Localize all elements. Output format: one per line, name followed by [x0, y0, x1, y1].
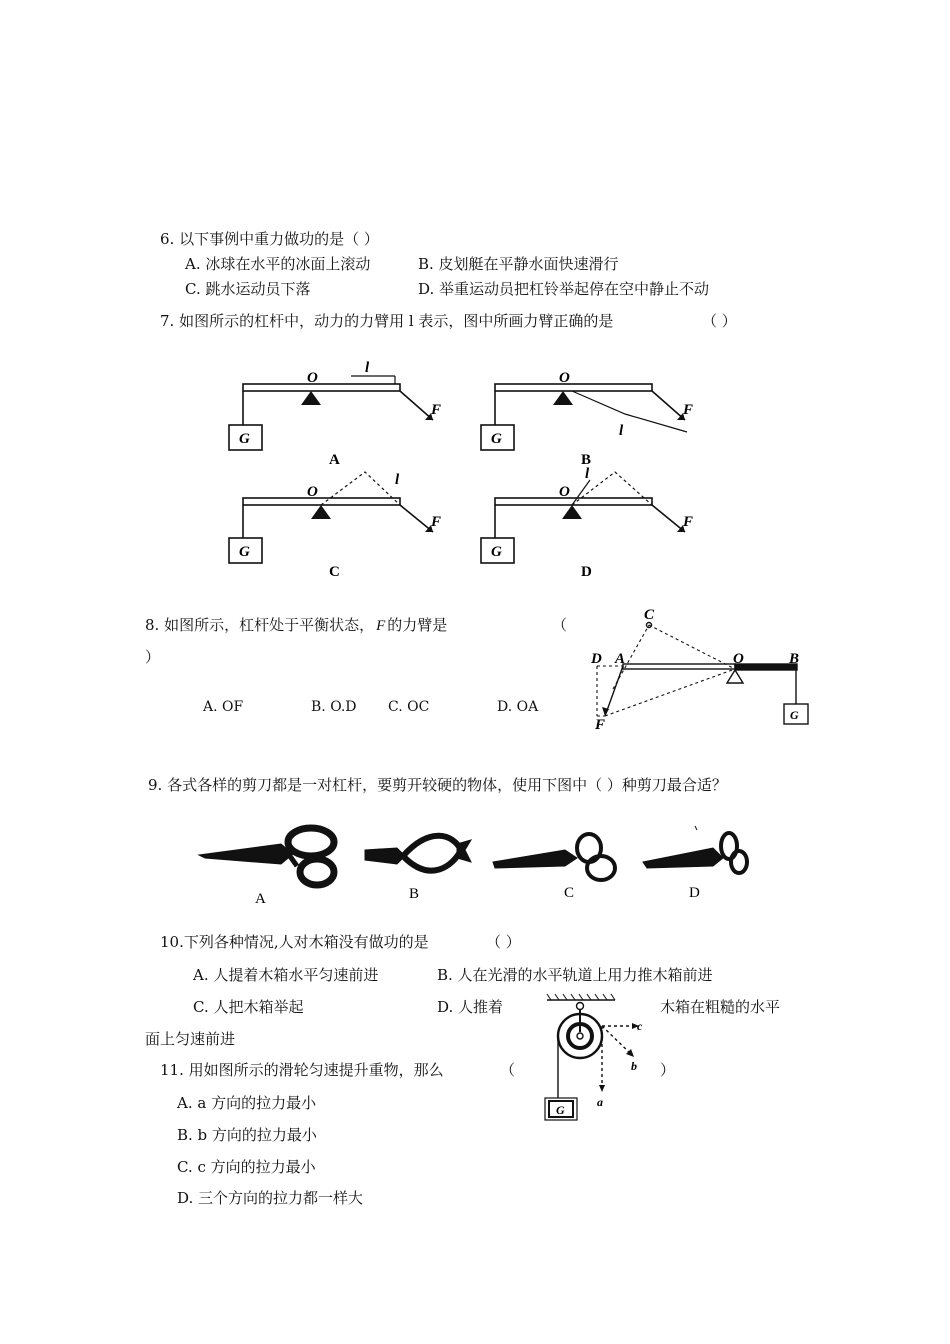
q9-label-d: D	[689, 885, 700, 901]
q7-caption-b: B	[581, 452, 592, 468]
q7-label-l-c: l	[395, 472, 400, 488]
q11-label-g: G	[556, 1103, 565, 1117]
q11-label-c: c	[637, 1019, 643, 1033]
q8-label-o: O	[733, 651, 744, 667]
q7-bracket: （ ）	[702, 312, 737, 330]
q11-pulley-figure	[535, 992, 645, 1128]
q7-label-f-a: F	[431, 402, 442, 418]
scissors-b-icon	[365, 836, 471, 871]
scissors-d-icon	[643, 826, 747, 873]
q10-stem: 10.下列各种情况,人对木箱没有做功的是	[160, 933, 429, 951]
q8-label-g: G	[790, 708, 799, 722]
q10-option-b: B. 人在光滑的水平轨道上用力推木箱前进	[437, 966, 713, 984]
q6-stem: 6. 以下事例中重力做功的是（ ）	[160, 230, 379, 248]
q6-option-b: B. 皮划艇在平静水面快速滑行	[418, 255, 619, 273]
q7-label-f-d: F	[683, 514, 694, 530]
q7-label-f-c: F	[431, 514, 442, 530]
q7-label-l-d: l	[585, 466, 590, 482]
q7-label-o-d: O	[559, 484, 570, 500]
q8-stem-text2: 的力臂是	[387, 616, 448, 634]
q8-label-b: B	[789, 651, 800, 667]
q7-label-o-b: O	[559, 370, 570, 386]
q9-label-b: B	[409, 886, 420, 902]
q8-label-c: C	[644, 607, 655, 623]
q7-caption-c: C	[329, 564, 340, 580]
q8-option-b: B. O.D	[311, 699, 357, 715]
q10-option-a: A. 人提着木箱水平匀速前进	[193, 966, 379, 984]
q7-label-o-a: O	[307, 370, 318, 386]
q11-label-b: b	[631, 1059, 637, 1073]
q6-option-c: C. 跳水运动员下落	[185, 280, 311, 298]
q8-lever-figure	[585, 603, 817, 735]
q7-caption-d: D	[581, 564, 592, 580]
q9-label-a: A	[255, 891, 266, 907]
q8-label-a: A	[615, 651, 626, 667]
q11-option-c: C. c 方向的拉力最小	[177, 1158, 316, 1176]
q10-option-c: C. 人把木箱举起	[193, 998, 304, 1016]
q8-option-c: C. OC	[388, 699, 430, 715]
q7-label-l-b: l	[619, 423, 624, 439]
q11-stem: 11. 用如图所示的滑轮匀速提升重物，那么	[160, 1061, 444, 1079]
q7-label-g-a: G	[239, 431, 250, 447]
q8-bracket-close: ）	[145, 648, 161, 666]
q10-bracket: （ ）	[486, 933, 521, 951]
scissors-c-icon	[493, 834, 615, 880]
q8-stem	[145, 615, 447, 636]
q8-label-d: D	[591, 651, 602, 667]
scissors-a-icon	[199, 828, 334, 885]
q7-stem: 7. 如图所示的杠杆中，动力的力臂用 l 表示，图中所画力臂正确的是	[160, 312, 614, 330]
q9-stem: 9. 各式各样的剪刀都是一对杠杆，要剪开较硬的物体，使用下图中（ ）种剪刀最合适？	[148, 776, 727, 794]
q7-label-o-c: O	[307, 484, 318, 500]
q8-option-a: A. OF	[203, 699, 244, 715]
q10-option-d-part1: D. 人推着	[437, 998, 504, 1016]
q8-label-f: F	[595, 717, 606, 733]
q9-label-c: C	[564, 885, 575, 901]
q11-bracket-close: ）	[660, 1061, 676, 1079]
q7-label-g-c: G	[239, 544, 250, 560]
q9-scissors-figure	[195, 818, 755, 910]
q7-caption-a: A	[329, 452, 340, 468]
q7-label-g-b: G	[491, 431, 502, 447]
q8-force-symbol: F	[376, 618, 386, 634]
q11-option-d: D. 三个方向的拉力都一样大	[177, 1189, 364, 1207]
q11-option-a: A. a 方向的拉力最小	[177, 1094, 317, 1112]
q6-option-d: D. 举重运动员把杠铃举起停在空中静止不动	[418, 280, 710, 298]
q11-option-b: B. b 方向的拉力最小	[177, 1126, 317, 1144]
q11-bracket-open: （	[500, 1061, 516, 1079]
q8-bracket-open: （	[552, 616, 568, 634]
q10-option-d-part3: 面上匀速前进	[145, 1030, 236, 1048]
q7-lever-figure	[215, 360, 705, 582]
q6-option-a: A. 冰球在水平的冰面上滚动	[185, 255, 371, 273]
q7-label-f-b: F	[683, 402, 694, 418]
q8-stem-text: 8. 如图所示，杠杆处于平衡状态，	[145, 616, 375, 634]
q8-option-d: D. OA	[497, 699, 539, 715]
q7-label-g-d: G	[491, 544, 502, 560]
q11-label-a: a	[597, 1095, 603, 1109]
q7-label-l-a: l	[365, 360, 370, 376]
q10-option-d-part2: 木箱在粗糙的水平	[660, 998, 781, 1016]
